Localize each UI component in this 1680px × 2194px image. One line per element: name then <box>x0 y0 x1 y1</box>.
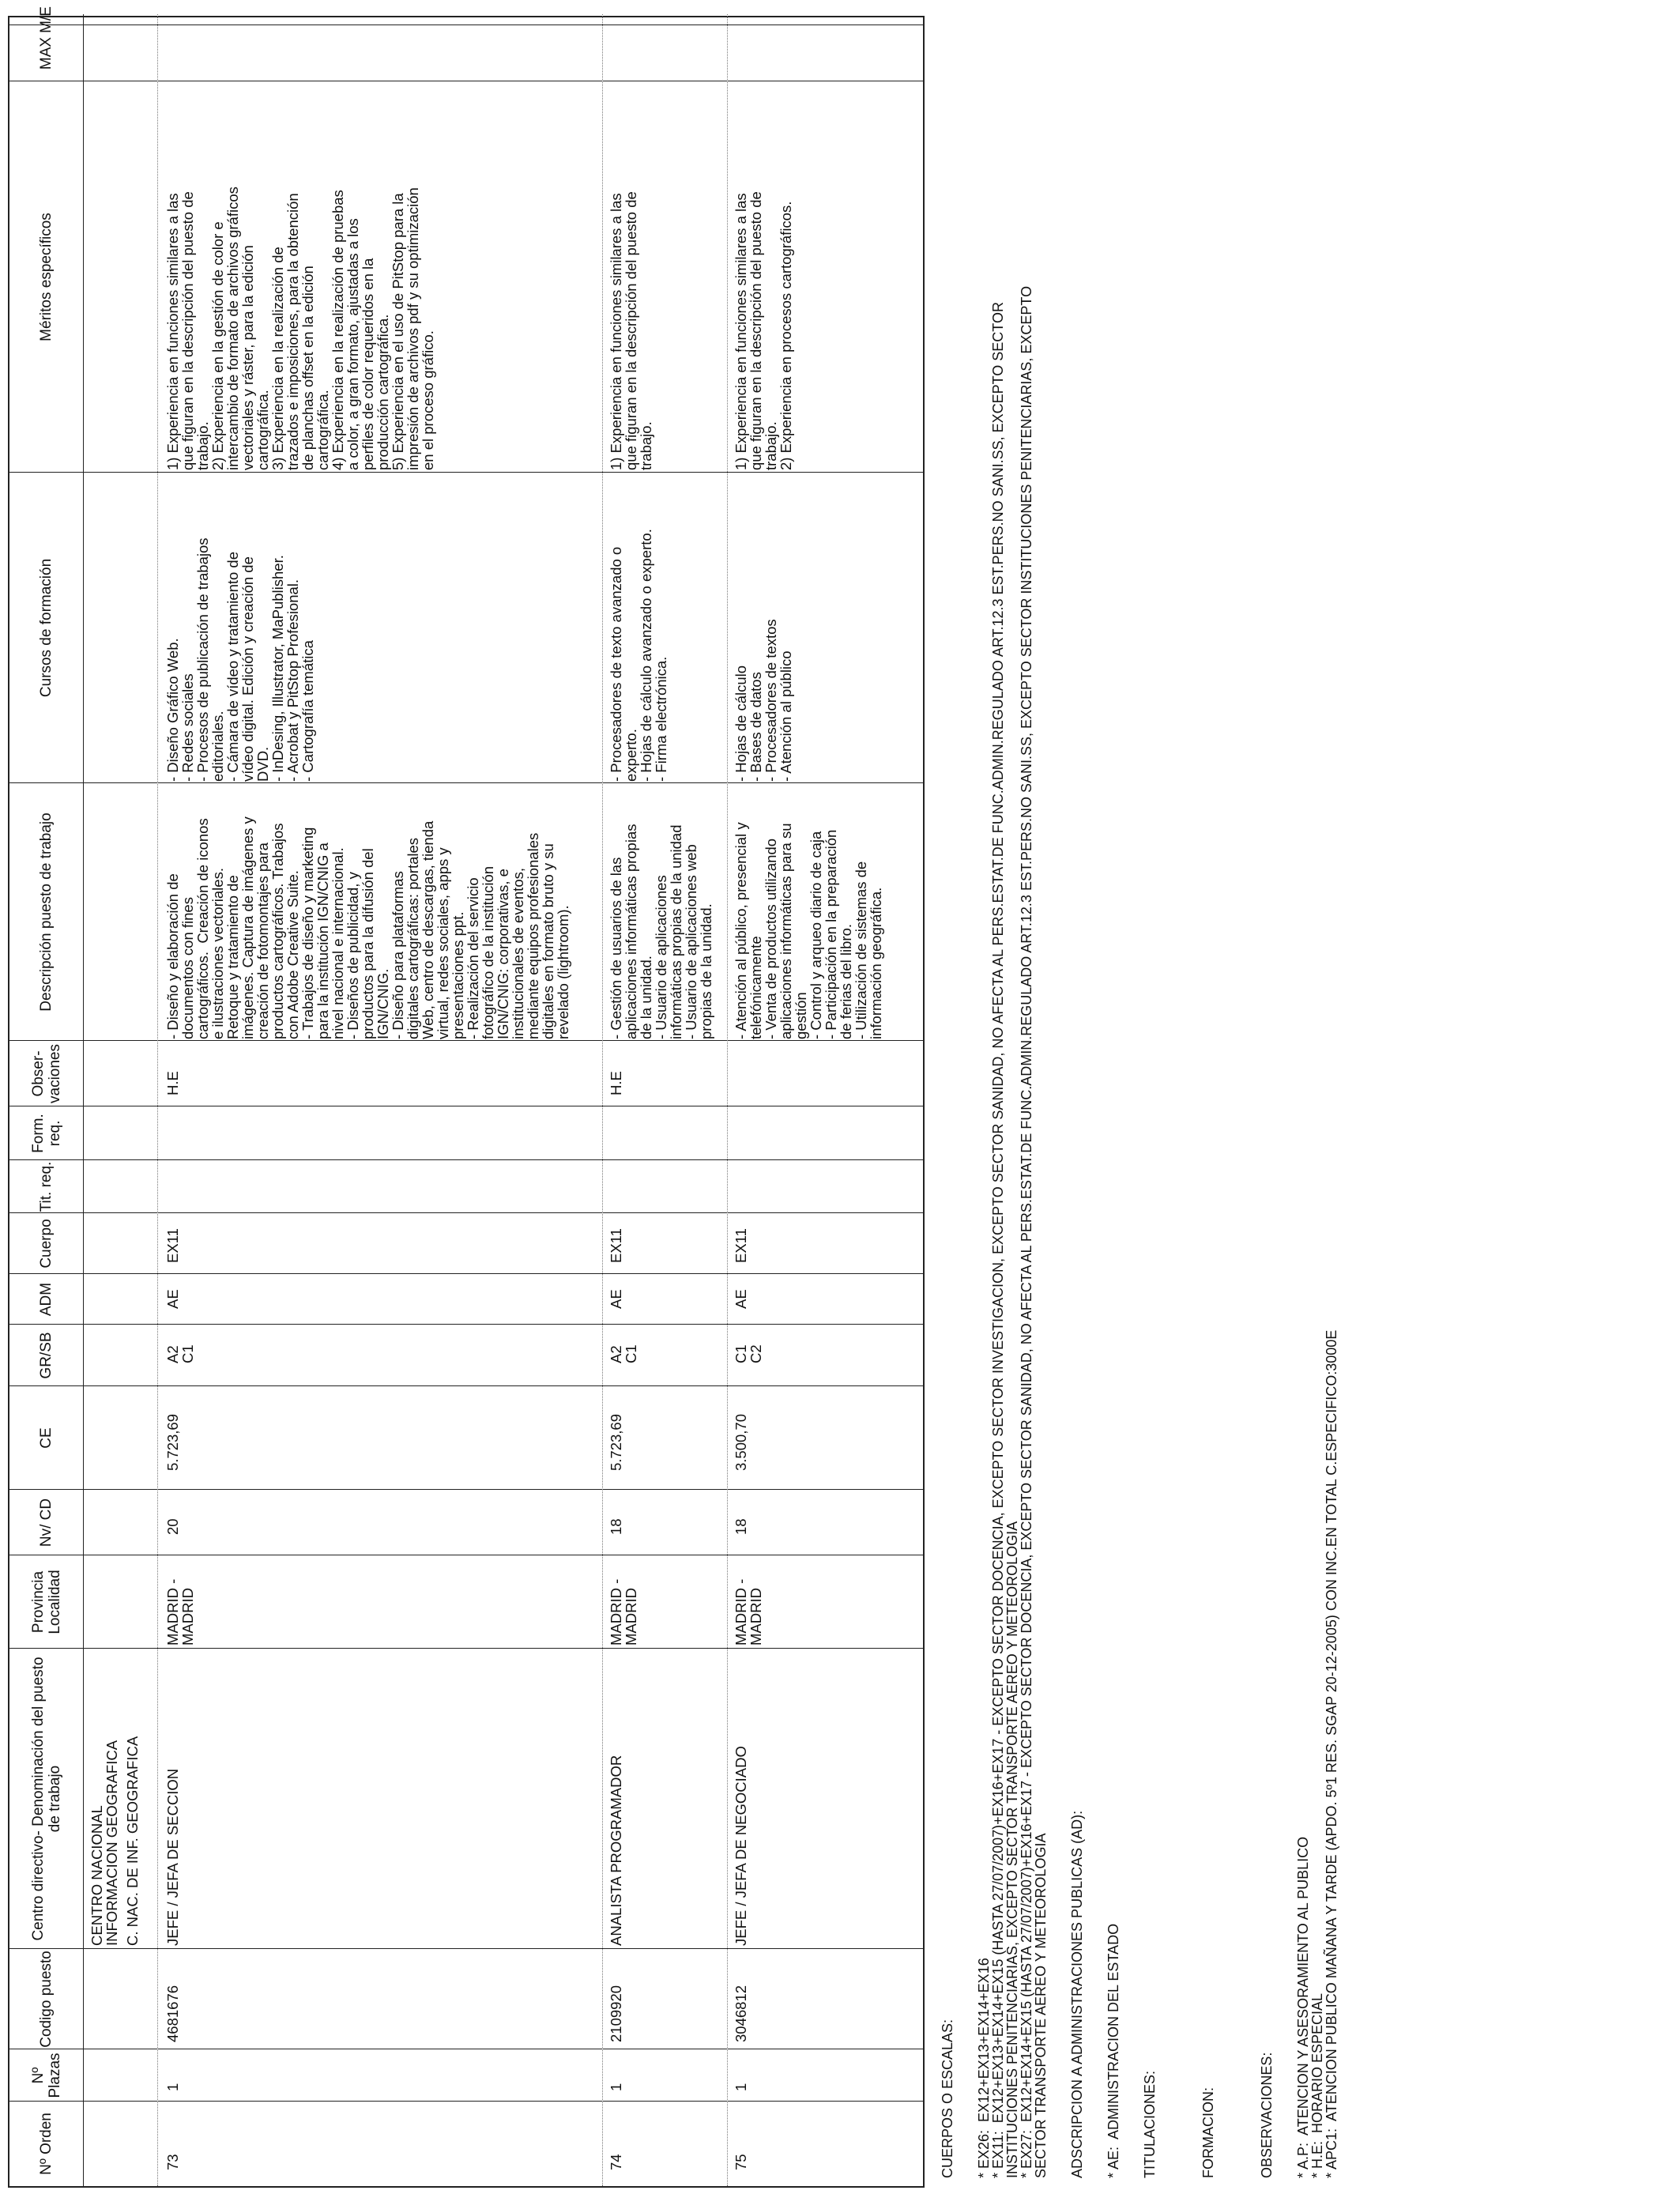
nivel: 18 <box>733 1518 749 1535</box>
cuerpo: EX11 <box>608 1228 624 1263</box>
adm: AE <box>733 1289 749 1309</box>
orden: 75 <box>733 2154 749 2170</box>
titulaciones-title: TITULACIONES: <box>1142 2070 1158 2178</box>
observaciones: H.E <box>608 1071 624 1095</box>
orden: 73 <box>164 2154 181 2170</box>
header-descripcion: Descripción puesto de trabajo <box>38 812 55 1012</box>
complemento-especifico: 5.723,69 <box>608 1413 624 1471</box>
cuerpo: EX11 <box>733 1228 749 1263</box>
centro-directivo: CENTRO NACIONAL INFORMACION GEOGRAFICA <box>89 1740 120 1946</box>
meritos-especificos: 1) Experiencia en funciones similares a las que figuran en la descripción del puesto de trabajo. 2) Experiencia en procesos cartográficos. <box>733 191 794 470</box>
nivel: 18 <box>608 1518 624 1535</box>
cursos-formacion: - Diseño Gráfico Web. - Redes sociales - Procesos de publicación de trabajos editoriales. - Cámara de vídeo y tratamiento de vídeo digital. Edición y creación de DVD. - InDesing, Illustrator, MaPublisher. - Acrobat y PitStop Profesional. - Cartografía temática <box>164 537 316 782</box>
complemento-especifico: 5.723,69 <box>164 1413 181 1471</box>
descripcion-puesto: - Gestión de usuarios de las aplicaciones informáticas propias de la unidad. - Usuario de aplicaciones informáticas propias de la unidad - Usuario de aplicaciones web propias de la unidad. <box>608 824 714 1039</box>
observaciones-title: OBSERVACIONES: <box>1259 2052 1275 2178</box>
header-centro: Centro directivo- Denominación del puesto de trabajo <box>29 1657 63 1941</box>
header-orden: Nº Orden <box>38 2113 55 2175</box>
complemento-especifico: 3.500,70 <box>733 1413 749 1471</box>
provincia-localidad: MADRID - MADRID <box>608 1578 639 1646</box>
cursos-formacion: - Hojas de cálculo - Bases de datos - Procesadores de textos - Atención al público <box>733 619 794 782</box>
nivel: 20 <box>164 1518 181 1535</box>
denominacion-puesto: ANALISTA PROGRAMADOR <box>608 1755 624 1946</box>
header-ce: CE <box>38 1427 55 1449</box>
header-meritos: Méritos específicos <box>38 213 55 341</box>
codigo-puesto: 3046812 <box>733 1985 749 2042</box>
descripcion-puesto: - Atención al público, presencial y telefónicamente - Venta de productos utilizando aplicaciones informáticas para su gestión - Control y arqueo diario de caja - Participación en la preparación de ferias del libro. - Utilización de sistemas de información geográfica. <box>733 822 884 1039</box>
footnotes <box>940 13 1339 2178</box>
cuerpo: EX11 <box>164 1228 181 1263</box>
adscripcion-title: ADSCRIPCION A ADMINISTRACIONES PUBLICAS (AD): <box>1069 1810 1085 2178</box>
header-codigo: Codigo puesto <box>38 1951 55 2048</box>
formacion-title: FORMACION: <box>1200 2087 1216 2178</box>
provincia-localidad: MADRID - MADRID <box>733 1578 764 1646</box>
adm: AE <box>164 1289 181 1309</box>
grupo-subgrupo: A2 C1 <box>608 1344 639 1363</box>
grupo-subgrupo: A2 C1 <box>164 1344 196 1363</box>
header-cursos: Cursos de formación <box>38 558 55 698</box>
header-adm: ADM <box>38 1282 55 1317</box>
unidad: C. NAC. DE INF. GEOGRAFICA <box>124 1736 141 1946</box>
codigo-puesto: 4681676 <box>164 1985 181 2042</box>
header-grsb: GR/SB <box>38 1332 55 1379</box>
header-me: M/E <box>38 6 55 33</box>
orden: 74 <box>608 2154 624 2170</box>
plazas: 1 <box>608 2083 624 2091</box>
cuerpos-text: * EX26: EX12+EX13+EX14+EX16 * EX11: EX12+EX13+EX14+EX15 (HASTA 27/07/2007)+EX16+EX17 - EXCEPTO SECTOR DOCENCIA, EXCEPTO SECTOR INVESTIGACION, EXCEPTO SECTOR SANIDAD, NO AFECTA AL PERS.ESTAT.DE FUNC.ADMIN.REGULADO ART.12.3 EST.PERS.NO SANI.SS, EXCEPTO SECTOR INSTITUCIONES PENITENCIARIAS, EXCEPTO SECTOR TRANSPORTE AEREO Y METEOROLOGIA * EX27: EX12+EX14+EX15 (HASTA 27/07/2007)+EX16+EX17 - EXCEPTO SECTOR DOCENCIA, EXCEPTO SECTOR SANIDAD, NO AFECTA AL PERS.ESTAT.DE FUNC.ADMIN.REGULADO ART.12.3 EST.PERS.NO SANI.SS, EXCEPTO SECTOR INSTITUCIONES PENITENCIARIAS, EXCEPTO SECTOR TRANSPORTE AEREO Y METEOROLOGIA <box>976 285 1049 2178</box>
header-max: MAX <box>38 36 55 70</box>
meritos-especificos: 1) Experiencia en funciones similares a las que figuran en la descripción del puesto de trabajo. 2) Experiencia en la gestión de color e intercambio de formato de archivos gráficos vectoriales y ráster, para la edición cartográfica. 3) Experiencia en la realización de trazados e imposiciones, para la obtención de planchas offset en la edición cartográfica. 4) Experiencia en la realización de pruebas a color, a gran formato, ajustadas a los perfiles de color requeridos en la producción cartográfica. 5) Experiencia en el uso de PitStop para la impresión de archivos pdf y su optimización en el proceso gráfico. <box>164 187 436 470</box>
header-nivel: Nv/ CD <box>38 1498 55 1547</box>
denominacion-puesto: JEFE / JEFA DE NEGOCIADO <box>733 1746 749 1946</box>
provincia-localidad: MADRID - MADRID <box>164 1578 196 1646</box>
header-tit: Tit. req. <box>38 1161 55 1212</box>
puestos-table <box>8 6 925 2188</box>
header-cuerpo: Cuerpo <box>38 1219 55 1269</box>
descripcion-puesto: - Diseño y elaboración de documentos con fines cartográficos. Creación de iconos e ilustraciones vectoriales. Retoque y tratamiento de imágenes. Captura de imágenes y creación de fotomontajes para productos cartográficos. Trabajos con Adobe Creative Suite. - Trabajos de diseño y marketing para la institución IGN/CNIG a nivel nacional e internacional. - Diseños de publicidad, y productos para la difusión del IGN/CNIG. - Diseño para plataformas digitales cartográficas: portales Web, centro de descargas, tienda virtual, redes sociales, apps y presentaciones ppt. - Realización del servicio fotográfico de la institución IGN/CNIG: corporativas, e institucionales de eventos, mediante equipos profesionales digitales en formato bruto y su revelado (lightroom). <box>164 816 571 1039</box>
denominacion-puesto: JEFE / JEFA DE SECCION <box>164 1768 181 1946</box>
plazas: 1 <box>733 2083 749 2091</box>
cuerpos-title: CUERPOS O ESCALAS: <box>940 2019 955 2178</box>
cursos-formacion: - Procesadores de texto avanzado o experto. - Hojas de cálculo avanzado o experto. - Firma electrónica. <box>608 529 669 782</box>
grupo-subgrupo: C1 C2 <box>733 1344 764 1363</box>
header-form: Form. req. <box>29 1114 63 1153</box>
adscripcion-text: * AE: ADMINISTRACION DEL ESTADO <box>1106 1923 1121 2178</box>
observaciones: H.E <box>164 1071 181 1095</box>
observaciones-text: * A.P: ATENCION Y ASESORAMIENTO AL PUBLICO * H.E: HORARIO ESPECIAL * APC1: ATENCION PUBLICO MAÑANA Y TARDE (APDO. 5º1 RES. SGAP 20-12-2005) CON INC.EN TOTAL C.ESPECIFICO:3000E <box>1295 1329 1339 2178</box>
header-obs: Obser- vaciones <box>29 1044 63 1103</box>
adm: AE <box>608 1289 624 1309</box>
header-plazas: Nº Plazas <box>29 2053 63 2098</box>
meritos-especificos: 1) Experiencia en funciones similares a las que figuran en la descripción del puesto de trabajo. <box>608 191 654 470</box>
codigo-puesto: 2109920 <box>608 1985 624 2042</box>
plazas: 1 <box>164 2083 181 2091</box>
header-provincia: Provincia Localidad <box>29 1570 63 1634</box>
